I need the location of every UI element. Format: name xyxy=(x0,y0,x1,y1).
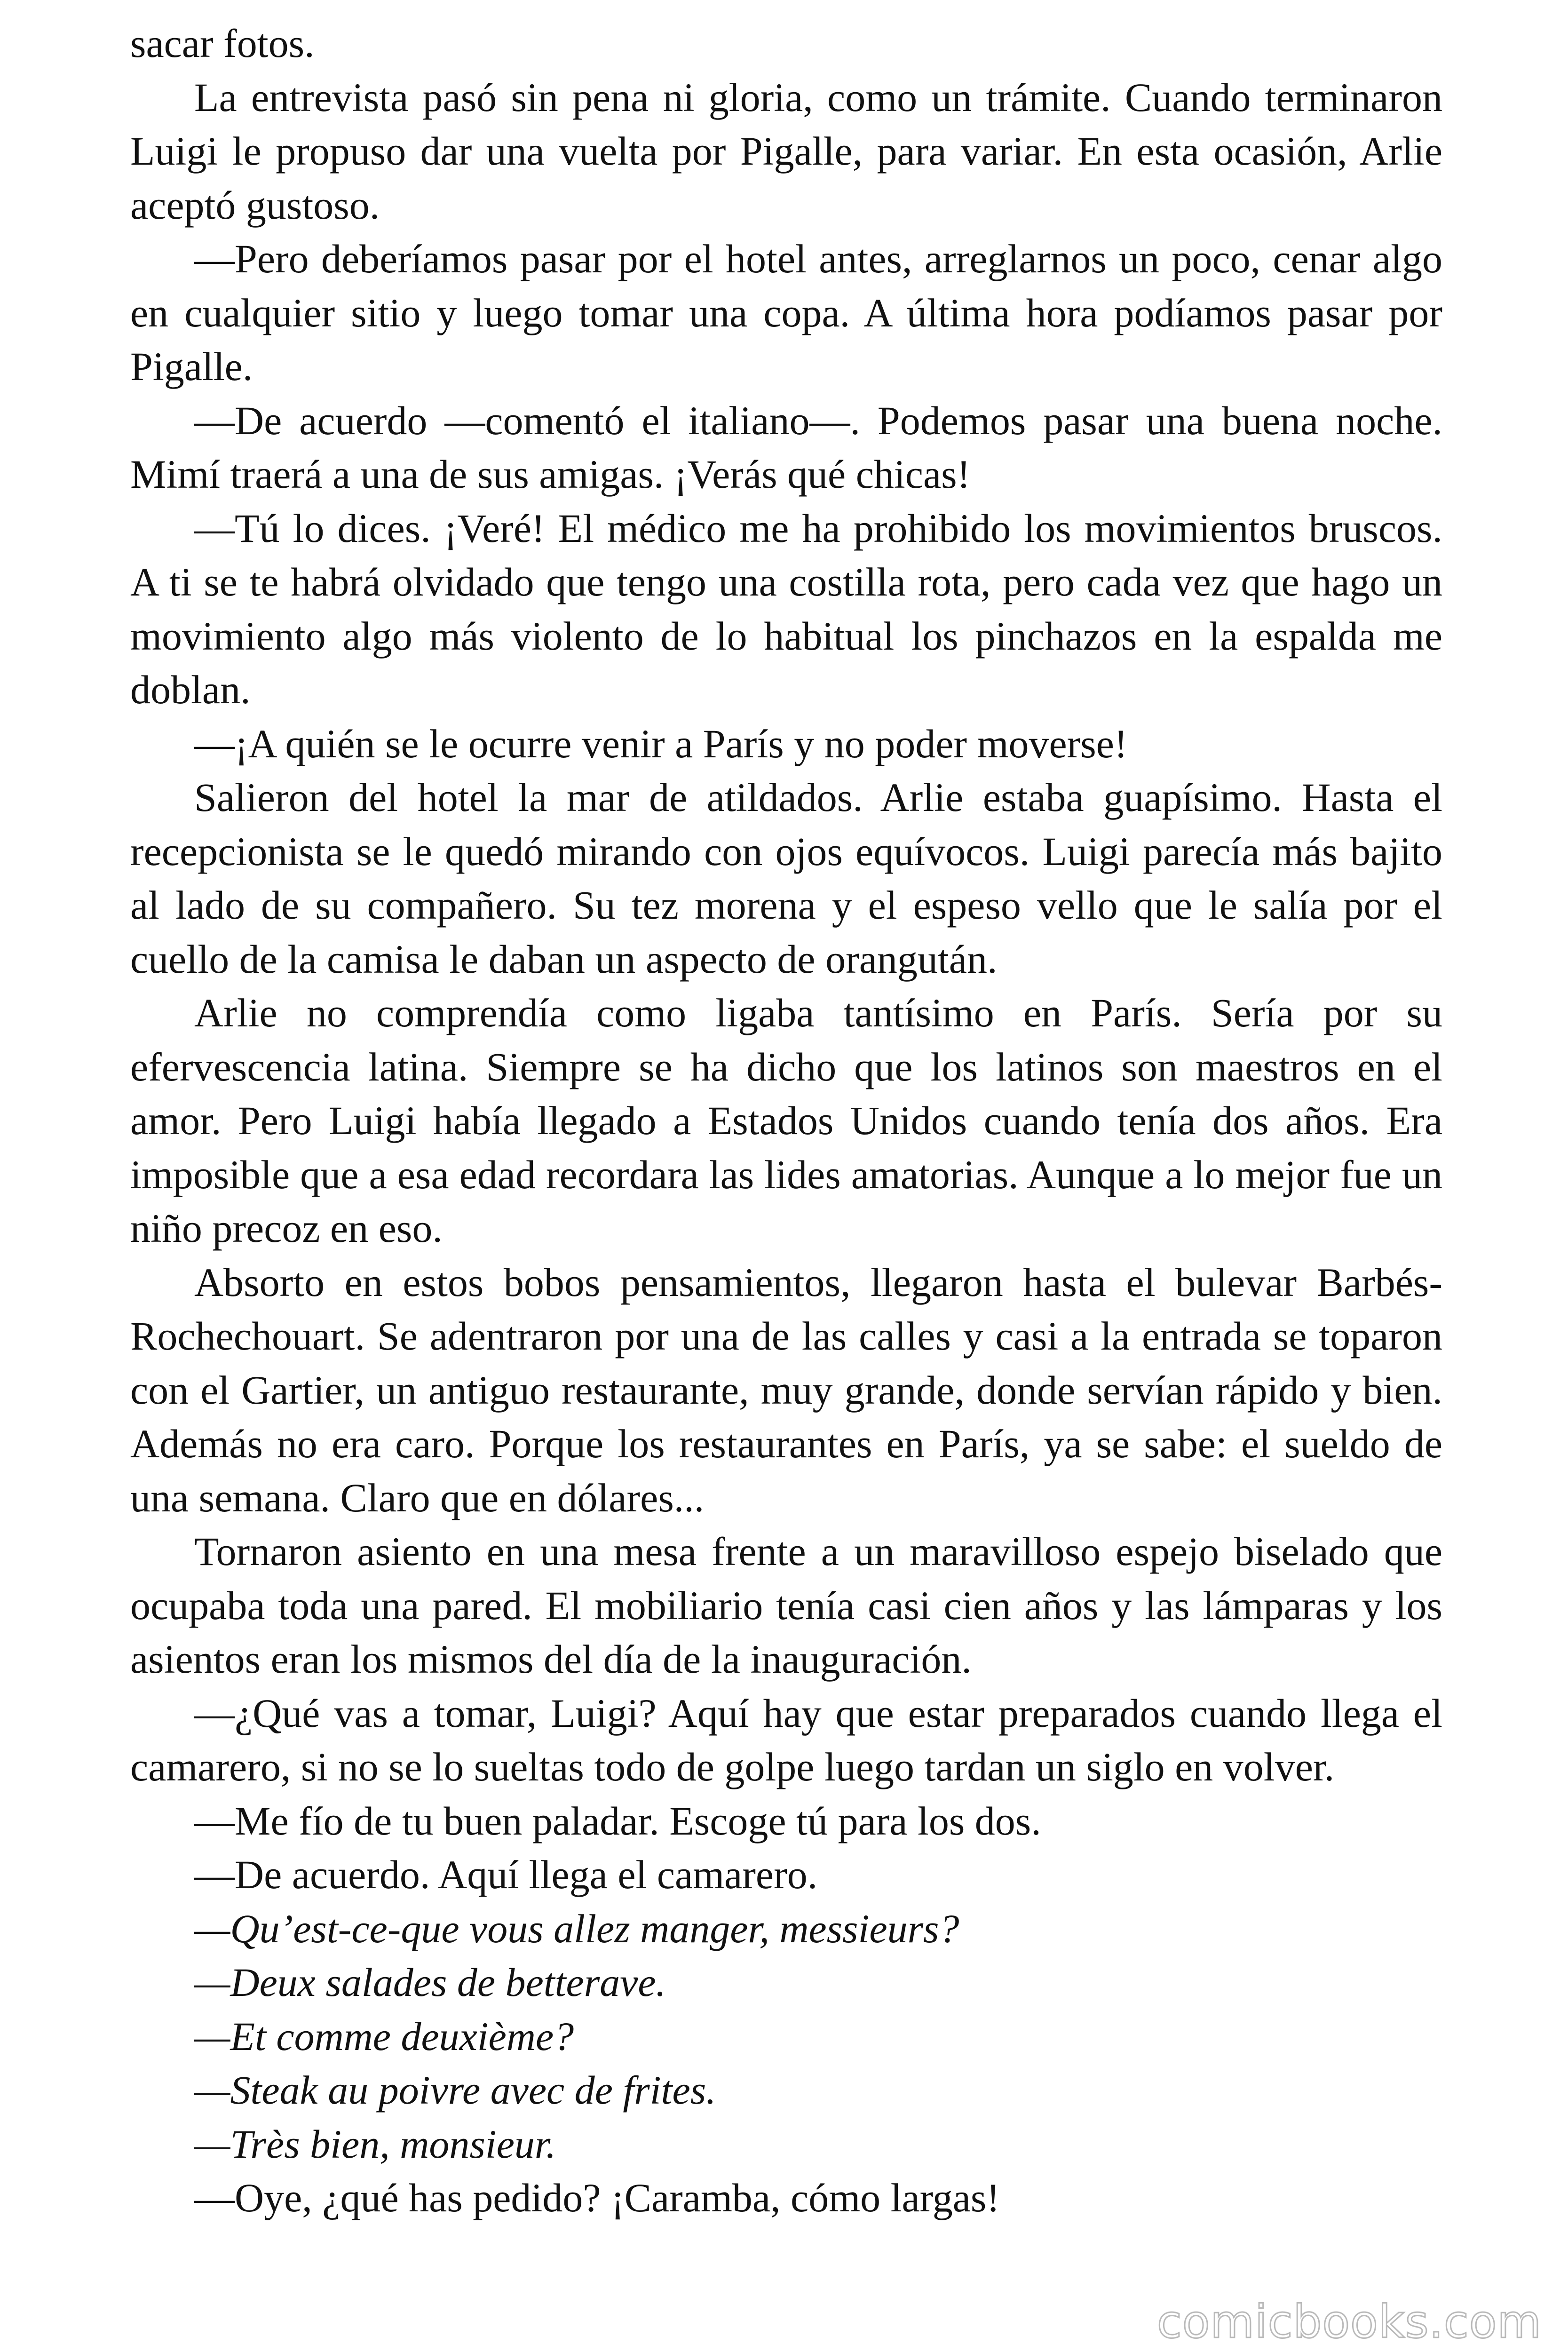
italic-text: —Et comme deuxième? xyxy=(194,2013,574,2059)
paragraph: —Me fío de tu buen paladar. Escoge tú para los dos. xyxy=(194,1798,1041,1843)
paragraph: La entrevista pasó sin pena ni gloria, como un trámite. Cuando terminaron Luigi le propuso dar una vuelta por Pigalle, para variar. En esta ocasión, Arlie aceptó gustoso. xyxy=(130,74,1442,228)
italic-text: —Très bien, monsieur. xyxy=(194,2121,556,2167)
dialogue-line-french xyxy=(130,2117,1442,2171)
dialogue-line-french xyxy=(130,2063,1442,2117)
italic-text: —Qu’est-ce-que vous allez manger, messieurs? xyxy=(194,1906,959,1951)
dialogue-line-french xyxy=(130,1902,1442,1956)
paragraph: Salieron del hotel la mar de atildados. Arlie estaba guapísimo. Hasta el recepcionista se le quedó mirando con ojos equívocos. Luigi parecía más bajito al lado de su compañero. Su tez morena y el espeso vello que le salía por el cuello de la camisa le daban un aspecto de orangután. xyxy=(130,775,1442,982)
paragraph: —Tú lo dices. ¡Veré! El médico me ha prohibido los movimientos bruscos. A ti se te habrá olvidado que tengo una costilla rota, pero cada vez que hago un movimiento algo más violento de lo habitual los pinchazos en la espalda me doblan. xyxy=(130,505,1442,712)
book-page-text xyxy=(130,16,1442,2225)
dialogue-line-french xyxy=(130,2010,1442,2064)
paragraph: —De acuerdo. Aquí llega el camarero. xyxy=(194,1852,818,1897)
italic-text: —Steak au poivre avec de frites. xyxy=(194,2067,716,2113)
dialogue-line-french xyxy=(130,1955,1442,2010)
paragraph: —De acuerdo —comentó el italiano—. Podemos pasar una buena noche. Mimí traerá a una de sus amigas. ¡Verás qué chicas! xyxy=(130,397,1442,497)
watermark: comicbooks.com xyxy=(1157,2296,1542,2348)
paragraph: —Pero deberíamos pasar por el hotel antes, arreglarnos un poco, cenar algo en cualquier sitio y luego tomar una copa. A última hora podíamos pasar por Pigalle. xyxy=(130,236,1442,389)
paragraph: —Oye, ¿qué has pedido? ¡Caramba, cómo largas! xyxy=(194,2175,1000,2220)
italic-text: —Deux salades de betterave. xyxy=(194,1960,666,2005)
paragraph: Tornaron asiento en una mesa frente a un maravilloso espejo biselado que ocupaba toda una pared. El mobiliario tenía casi cien años y las lámparas y los asientos eran los mismos del día de la inauguración. xyxy=(130,1529,1442,1682)
paragraph: —¿Qué vas a tomar, Luigi? Aquí hay que estar preparados cuando llega el camarero, si no se lo sueltas todo de golpe luego tardan un siglo en volver. xyxy=(130,1690,1442,1789)
paragraph: Absorto en estos bobos pensamientos, llegaron hasta el bulevar Barbés-Rochechouart. Se adentraron por una de las calles y casi a la entrada se toparon con el Gartier, un antiguo restaurante, muy grande, donde servían rápido y bien. Además no era caro. Porque los restaurantes en París, ya se sabe: el sueldo de una semana. Claro que en dólares... xyxy=(130,1259,1442,1520)
paragraph: —¡A quién se le ocurre venir a París y no poder moverse! xyxy=(194,721,1128,766)
paragraph: Arlie no comprendía como ligaba tantísimo en París. Sería por su efervescencia latina. Siempre se ha dicho que los latinos son maestros en el amor. Pero Luigi había llegado a Estados Unidos cuando tenía dos años. Era imposible que a esa edad recordara las lides amatorias. Aunque a lo mejor fue un niño precoz en eso. xyxy=(130,990,1442,1251)
paragraph: sacar fotos. xyxy=(130,21,315,66)
